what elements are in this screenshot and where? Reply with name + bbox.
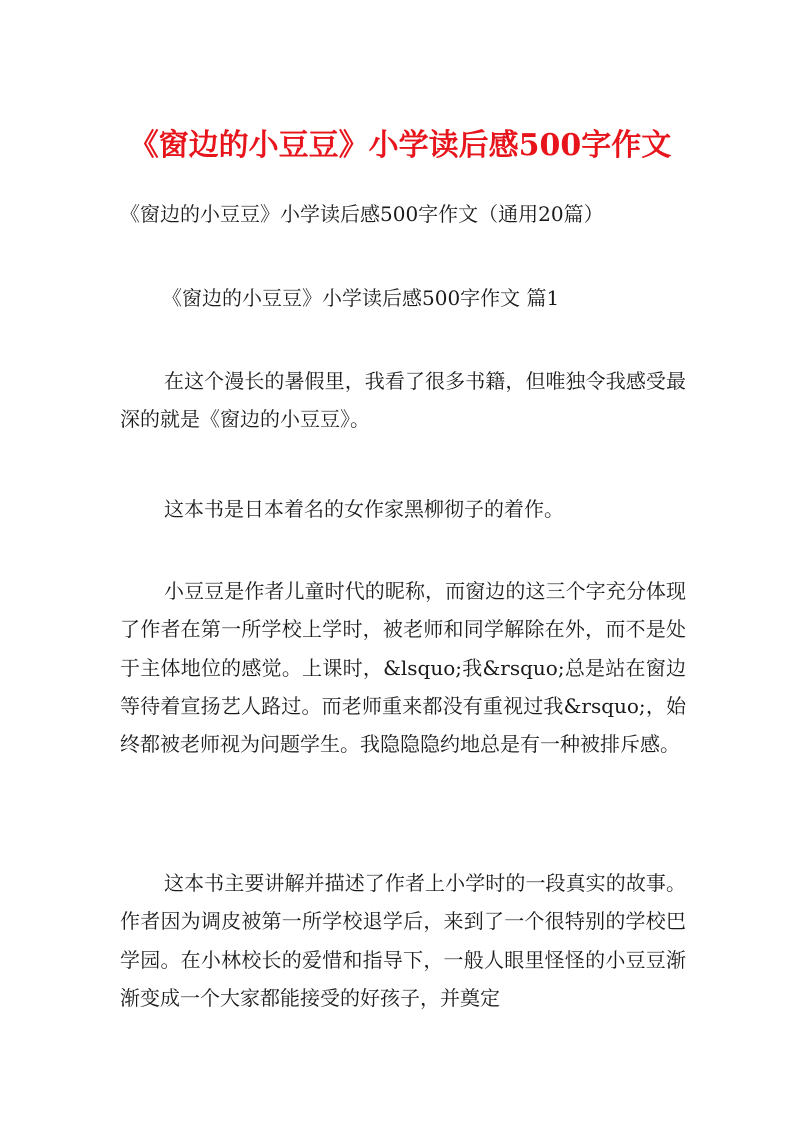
section-heading: 《窗边的小豆豆》小学读后感500字作文 篇1 — [162, 286, 560, 310]
paragraph-3: 小豆豆是作者儿童时代的昵称，而窗边的这三个字充分体现了作者在第一所学校上学时，被老师和同学解除在外，而不是处于主体地位的感觉。上课时，&lsquo;我&rsquo;总是站在窗边等待着宣扬艺人路过。而老师重来都没有重视过我&rsquo;，始终都被老师视为问题学生。我隐隐隐约地总是有一种被排斥感。 — [120, 579, 686, 757]
paragraph-1: 在这个漫长的暑假里，我看了很多书籍，但唯独令我感受最深的就是《窗边的小豆豆》。 — [120, 369, 686, 432]
paragraph-2: 这本书是日本着名的女作家黑柳彻子的着作。 — [164, 497, 564, 521]
document-subtitle: 《窗边的小豆豆》小学读后感500字作文（通用20篇） — [120, 202, 604, 226]
paragraph-4: 这本书主要讲解并描述了作者上小学时的一段真实的故事。作者因为调皮被第一所学校退学后，来到了一个很特别的学校巴学园。在小林校长的爱惜和指导下，一般人眼里怪怪的小豆豆渐渐变成一个大家都能接受的好孩子，并奠定 — [120, 871, 686, 1010]
document-title: 《窗边的小豆豆》小学读后感500字作文 — [128, 128, 672, 163]
